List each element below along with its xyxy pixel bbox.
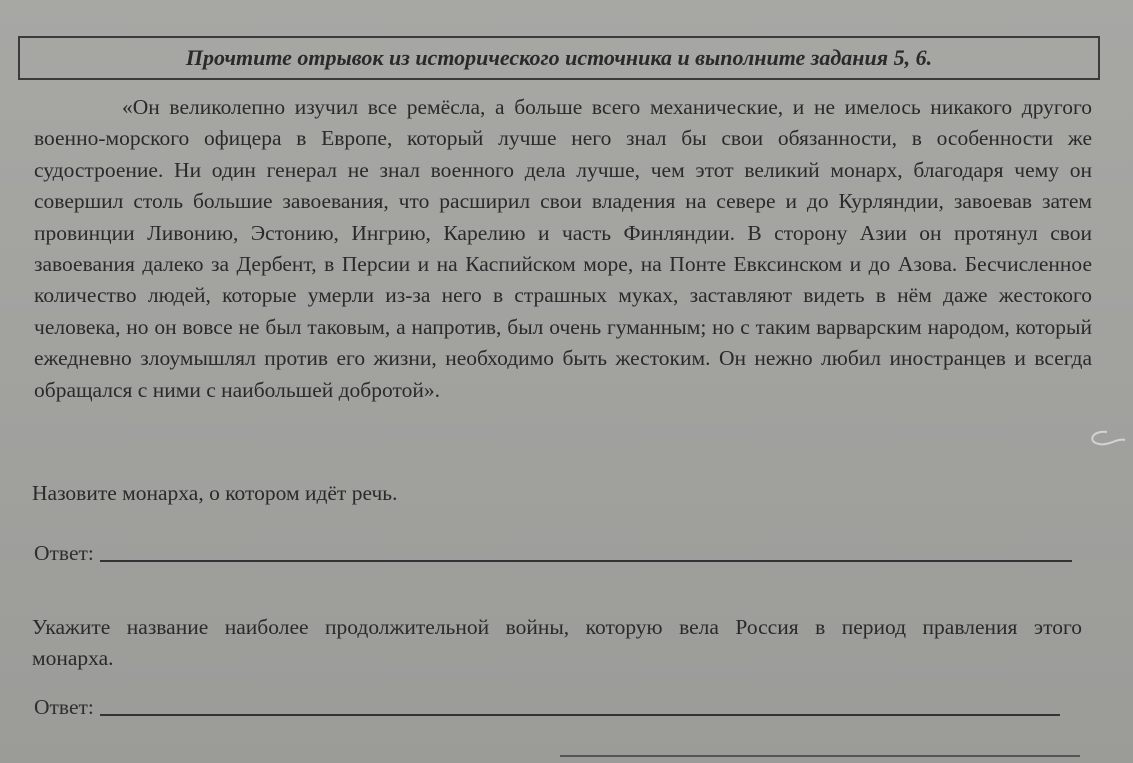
answer-row-5[interactable] <box>34 538 1072 568</box>
answer-line-5[interactable] <box>100 559 1072 562</box>
paper-curl-mark <box>1037 392 1127 482</box>
answer-line-6[interactable] <box>100 713 1060 716</box>
question-6: Укажите название наиболее продолжительной войны, которую вела Россия в период правления этого монарха. <box>32 615 1082 670</box>
task-header-box <box>18 36 1100 80</box>
historical-source-text: «Он великолепно изучил все ремёсла, а больше всего механические, и не имелось никакого другого военно-морского офицера в Европе, который лучше него знал бы свои обязанности, в особенности же судостроение. Ни один генерал не знал военного дела лучше, чем этот великий монарх, благодаря чему он совершил столь большие завоевания, что расширил свои владения на севере и до Курляндии, завоевав затем провинции Ливонию, Эстонию, Ингрию, Карелию и часть Финляндии. В сторону Азии он протянул свои завоевания далеко за Дербент, в Персии и на Каспийском море, на Понте Евксинском и до Азова. Бесчисленное количество людей, которые умерли из-за него в страшных муках, заставляют видеть в нём даже жестокого человека, но он вовсе не был таковым, а напротив, был очень гуманным; но с таким варварским народом, который ежедневно злоумышлял против его жизни, необходимо быть жестоким. Он нежно любил иностранцев и всегда обращался с ними с наибольшей добротой». <box>34 95 1092 402</box>
task-header: Прочтите отрывок из исторического источника и выполните задания 5, 6. <box>185 45 933 70</box>
extra-answer-line <box>560 755 1080 757</box>
answer-label-6: Ответ: <box>34 695 94 719</box>
answer-label-5: Ответ: <box>34 541 94 565</box>
answer-row-6[interactable] <box>34 692 1060 722</box>
question-5: Назовите монарха, о котором идёт речь. <box>32 481 398 505</box>
